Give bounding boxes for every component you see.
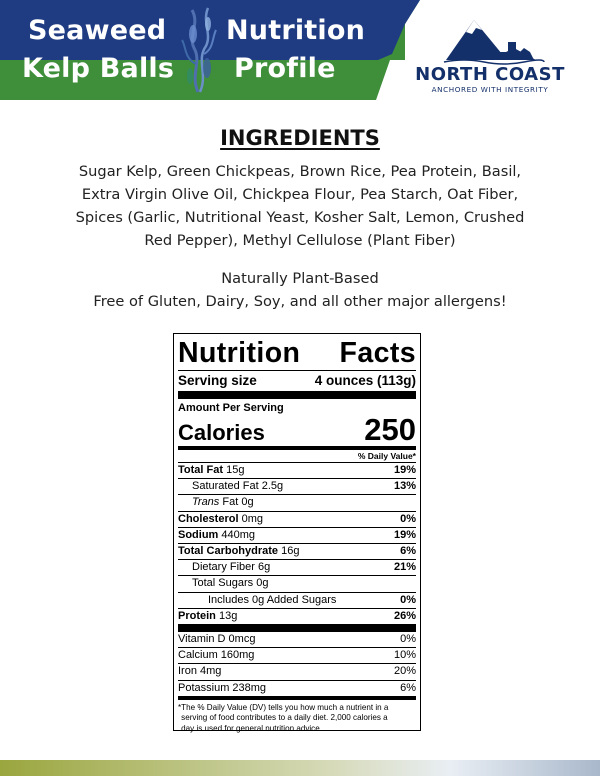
allergen-free-note: Free of Gluten, Dairy, Soy, and all other major allergens! bbox=[93, 293, 507, 310]
allergen-note bbox=[40, 267, 560, 313]
sodium-label: Sodium bbox=[178, 528, 219, 541]
daily-value-header: % Daily Value* bbox=[178, 450, 416, 463]
total-fat-row bbox=[178, 463, 416, 479]
footnote-asterisk: * bbox=[178, 702, 182, 712]
logo-name: NORTH COAST bbox=[415, 64, 565, 85]
serving-size-row bbox=[178, 371, 416, 399]
sodium-dv: 19% bbox=[393, 528, 416, 541]
footer-stripe bbox=[0, 760, 600, 776]
vitamin-d-label: Vitamin D 0mcg bbox=[178, 633, 256, 646]
total-carbohydrate-dv: 6% bbox=[400, 545, 416, 558]
potassium-dv: 6% bbox=[400, 681, 416, 694]
logo-tagline: ANCHORED WITH INTEGRITY bbox=[431, 85, 549, 94]
ingredients-line-2: Extra Virgin Olive Oil, Chickpea Flour, Pea Starch, Oat Fiber, bbox=[81, 186, 519, 203]
protein-row bbox=[178, 609, 416, 632]
saturated-fat-label: Saturated Fat 2.5g bbox=[192, 480, 284, 493]
title-profile: Profile bbox=[234, 53, 336, 84]
total-sugars-label: Total Sugars 0g bbox=[192, 577, 269, 590]
sodium-row bbox=[178, 528, 416, 544]
nutrition-facts-title bbox=[178, 337, 416, 371]
iron-row bbox=[178, 664, 416, 680]
protein-dv: 26% bbox=[393, 609, 416, 622]
cholesterol-row bbox=[178, 512, 416, 528]
footnote-line-1: The % Daily Value (DV) tells you how much a nutrient in a bbox=[181, 702, 389, 712]
total-carbohydrate-row bbox=[178, 544, 416, 560]
iron-label: Iron 4mg bbox=[178, 665, 222, 678]
added-sugars-label: Includes 0g Added Sugars bbox=[208, 593, 337, 606]
kelp-icon bbox=[178, 4, 220, 94]
total-fat-dv: 19% bbox=[393, 464, 416, 476]
title-kelp-balls: Kelp Balls bbox=[22, 53, 175, 84]
cholesterol-dv: 0% bbox=[400, 512, 416, 525]
ingredients-line-4: Red Pepper), Methyl Cellulose (Plant Fiber) bbox=[144, 232, 456, 249]
trans-fat-row bbox=[178, 495, 416, 511]
saturated-fat-row bbox=[178, 479, 416, 495]
calcium-label: Calcium 160mg bbox=[178, 649, 255, 662]
calories-value: 250 bbox=[364, 412, 416, 447]
ingredients-line-1: Sugar Kelp, Green Chickpeas, Brown Rice, Pea Protein, Basil, bbox=[78, 163, 522, 180]
cholesterol-label: Cholesterol bbox=[178, 512, 239, 525]
saturated-fat-dv: 13% bbox=[393, 480, 416, 493]
nutrition-facts-title-right: Facts bbox=[339, 337, 416, 369]
daily-value-footnote bbox=[178, 703, 416, 735]
title-nutrition: Nutrition bbox=[226, 15, 366, 46]
vitamin-d-row bbox=[178, 632, 416, 648]
ingredients-list bbox=[55, 160, 545, 252]
calcium-row bbox=[178, 648, 416, 664]
nutrition-facts-label bbox=[173, 333, 421, 731]
dietary-fiber-dv: 21% bbox=[393, 561, 416, 574]
potassium-row bbox=[178, 681, 416, 700]
ingredients-heading: INGREDIENTS bbox=[220, 126, 380, 150]
added-sugars-dv: 0% bbox=[400, 593, 416, 606]
total-sugars-row bbox=[178, 576, 416, 592]
calcium-dv: 10% bbox=[393, 649, 416, 662]
nutrition-facts-title-left: Nutrition bbox=[178, 337, 301, 369]
total-fat-amount: 15g bbox=[226, 464, 245, 476]
trans-fat-label: Fat 0g bbox=[222, 496, 254, 509]
serving-size-value: 4 ounces (113g) bbox=[314, 373, 416, 388]
title-seaweed: Seaweed bbox=[28, 15, 167, 46]
protein-label: Protein bbox=[178, 609, 216, 622]
calories-label: Calories bbox=[178, 420, 265, 445]
cholesterol-amount: 0mg bbox=[241, 512, 263, 525]
trans-fat-italic: Trans bbox=[192, 496, 220, 509]
plant-based-note: Naturally Plant-Based bbox=[221, 270, 379, 287]
header-banner bbox=[0, 0, 600, 100]
footnote-line-2: serving of food contributes to a daily diet. 2,000 calories a bbox=[181, 713, 388, 723]
footnote-line-3: day is used for general nutrition advice. bbox=[181, 723, 322, 733]
calories-row bbox=[178, 414, 416, 450]
ingredients-line-3: Spices (Garlic, Nutritional Yeast, Kosher Salt, Lemon, Crushed bbox=[75, 209, 525, 226]
dietary-fiber-row bbox=[178, 560, 416, 576]
amount-per-serving: Amount Per Serving bbox=[178, 402, 284, 414]
added-sugars-row bbox=[178, 593, 416, 609]
serving-size-label: Serving size bbox=[178, 373, 257, 388]
sodium-amount: 440mg bbox=[221, 528, 256, 541]
iron-dv: 20% bbox=[393, 665, 416, 678]
protein-amount: 13g bbox=[218, 609, 238, 622]
total-carbohydrate-label: Total Carbohydrate bbox=[178, 545, 279, 558]
dietary-fiber-label: Dietary Fiber 6g bbox=[192, 561, 271, 574]
total-fat-label: Total Fat bbox=[178, 464, 224, 476]
total-carbohydrate-amount: 16g bbox=[281, 545, 300, 558]
potassium-label: Potassium 238mg bbox=[178, 681, 267, 694]
vitamin-d-dv: 0% bbox=[400, 633, 416, 646]
